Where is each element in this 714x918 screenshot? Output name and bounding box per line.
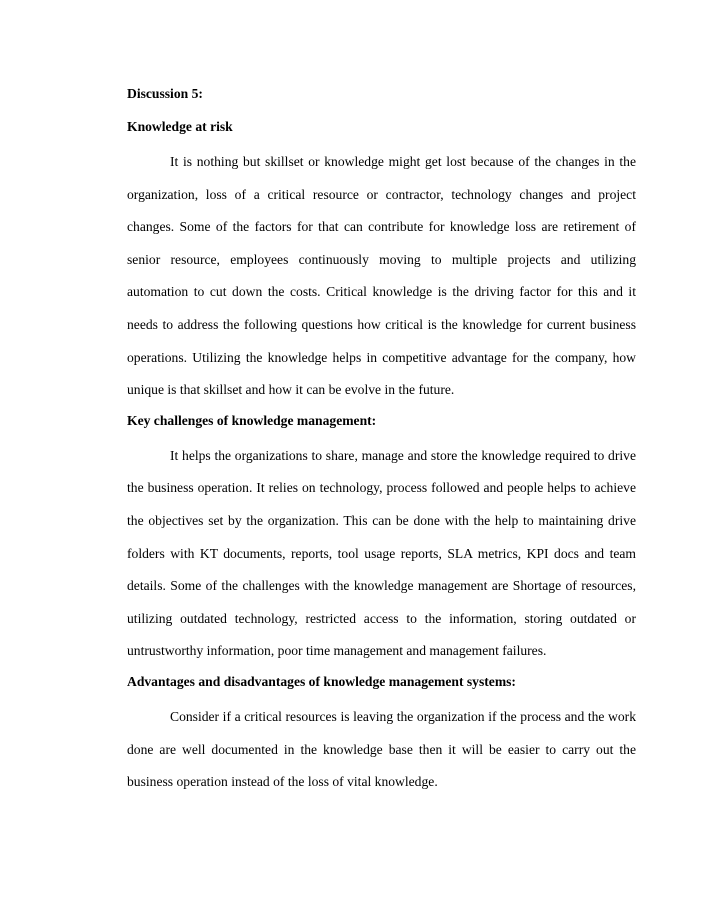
section-paragraph-key-challenges: It helps the organizations to share, manage and store the knowledge required to drive the business operation. It relies on technology, process followed and people helps to achieve the objectives set by the organization. This can be done with the help to maintaining drive folders with KT documents, reports, tool usage reports, SLA metrics, KPI docs and team details. Some of the challenges with the knowledge management are Shortage of resources, utilizing outdated technology, restricted access to the information, storing outdated or untrustworthy information, poor time management and management failures. xyxy=(127,447,636,659)
section-heading-knowledge-at-risk: Knowledge at risk xyxy=(127,119,233,134)
section-heading-advantages-disadvantages: Advantages and disadvantages of knowledge management systems: xyxy=(127,673,516,689)
document-body xyxy=(127,80,636,799)
document-title: Discussion 5: xyxy=(127,86,203,101)
section-heading-key-challenges: Key challenges of knowledge management: xyxy=(127,412,377,428)
section-paragraph-advantages-disadvantages: Consider if a critical resources is leaving the organization if the process and the work done are well documented in the knowledge base then it will be easier to carry out the business operation instead of the loss of vital knowledge. xyxy=(127,708,636,790)
section-paragraph-knowledge-at-risk: It is nothing but skillset or knowledge might get lost because of the changes in the organization, loss of a critical resource or contractor, technology changes and project changes. Some of the factors for that can contribute for knowledge loss are retirement of senior resource, employees continuously moving to multiple projects and utilizing automation to cut down the costs. Critical knowledge is the driving factor for this and it needs to address the following questions how critical is the knowledge for current business operations. Utilizing the knowledge helps in competitive advantage for the company, how unique is that skillset and how it can be evolve in the future. xyxy=(127,154,636,398)
